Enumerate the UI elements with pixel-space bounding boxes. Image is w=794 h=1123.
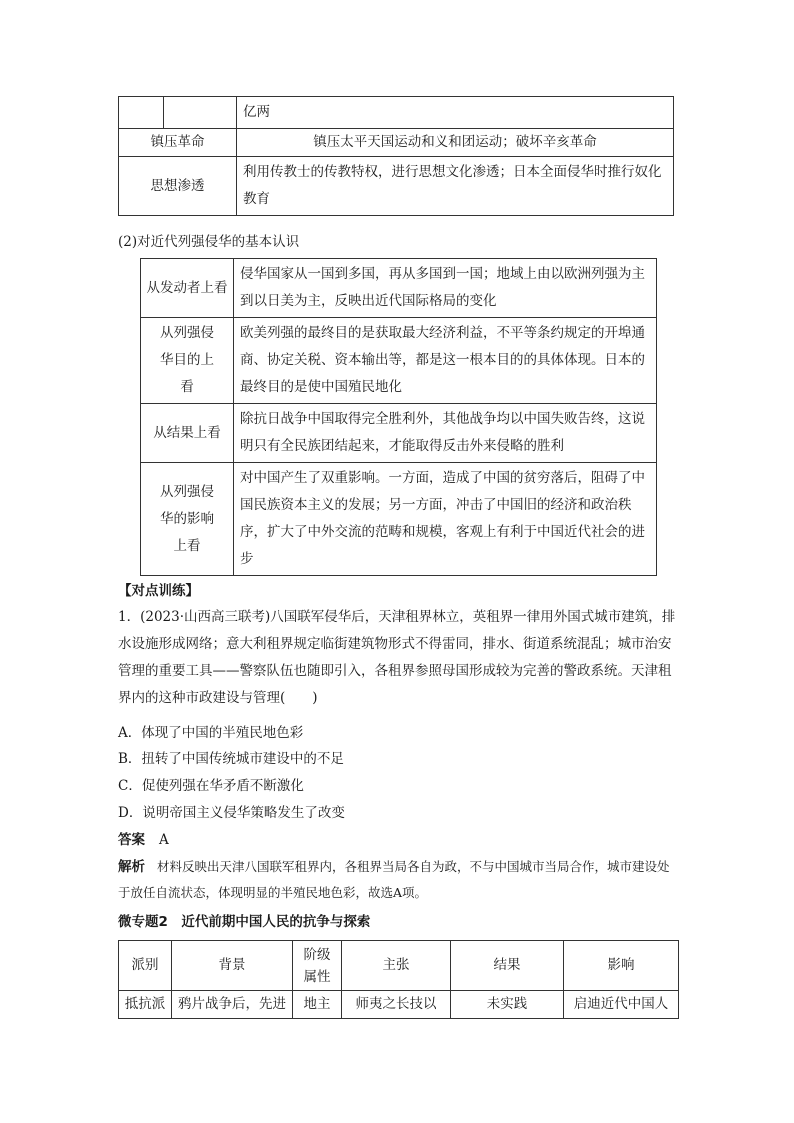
table-cell-empty: [164, 97, 237, 129]
analysis-block: [118, 854, 678, 906]
table-cell: 镇压太平天国运动和义和团运动；破坏辛亥革命: [237, 129, 674, 157]
recognition-table: [140, 258, 657, 576]
section-title: (2)对近代列强侵华的基本认识: [118, 234, 300, 250]
table-row: [119, 991, 679, 1019]
table-cell: 启迪近代中国人: [564, 991, 679, 1019]
analysis-label: 解析: [118, 859, 145, 875]
table-cell: 鸦片战争后，先进: [172, 991, 293, 1019]
table-cell: 师夷之长技以: [342, 991, 451, 1019]
table-row: [119, 97, 674, 129]
column-header: 结果: [451, 941, 564, 991]
table-cell: 对中国产生了双重影响。一方面，造成了中国的贫穷落后，阻碍了中国民族资本主义的发展；另一方面，冲击了中国旧的经济和政治秩序，扩大了中外交流的范畴和规模，客观上有利于中国近代社会的进步: [234, 463, 657, 576]
table-row: [141, 404, 657, 463]
answer-line: [118, 827, 169, 854]
table-cell: 亿两: [237, 97, 674, 129]
table-cell: 利用传教士的传教特权，进行思想文化渗透；日本全面侵华时推行奴化教育: [237, 157, 674, 216]
option-c: C．促使列强在华矛盾不断激化: [118, 778, 304, 794]
column-header: 主张: [342, 941, 451, 991]
table-row-label: 从结果上看: [141, 404, 234, 463]
table-row: [141, 318, 657, 404]
answer-label: 答案: [118, 832, 145, 848]
option-b: B．扭转了中国传统城市建设中的不足: [118, 751, 344, 767]
question-text: 1．(2023·山西高三联考)八国联军侵华后，天津租界林立，英租界一律用外国式城市建筑，排水设施形成网络；意大利租界规定临街建筑物形式不得雷同，排水、街道系统混乱；城市治安管理的重要工具——警察队伍也随即引入，各租界参照母国形成较为完善的警政系统。天津租界内的这种市政建设与管理( ): [118, 609, 676, 706]
table-header-row: [119, 941, 679, 991]
topic-title: 微专题2 近代前期中国人民的抗争与探索: [118, 914, 371, 930]
table-cell-empty: [119, 97, 164, 129]
table-row: [119, 157, 674, 216]
table-cell: 地主: [293, 991, 342, 1019]
table-cell: 除抗日战争中国取得完全胜利外，其他战争均以中国失败告终，这说明只有全民族团结起来，才能取得反击外来侵略的胜利: [234, 404, 657, 463]
table-cell: 抵抗派: [119, 991, 172, 1019]
table-row-label: 镇压革命: [119, 129, 237, 157]
option-a: A．体现了中国的半殖民地色彩: [118, 725, 304, 741]
table-continuation: [118, 96, 674, 216]
table-row-label: 思想渗透: [119, 157, 237, 216]
column-header: 影响: [564, 941, 679, 991]
table-row-label: 从列强侵华的影响上看: [141, 463, 234, 576]
practice-header: 【对点训练】: [118, 583, 199, 599]
analysis-text: 材料反映出天津八国联军租界内，各租界当局各自为政，不与中国城市当局合作，城市建设处于放任自流状态，体现明显的半殖民地色彩，故选A项。: [118, 859, 670, 900]
column-header: 背景: [172, 941, 293, 991]
column-header: 派别: [119, 941, 172, 991]
table-cell: 欧美列强的最终目的是获取最大经济利益，不平等条约规定的开埠通商、协定关税、资本输出等，都是这一根本目的的具体体现。日本的最终目的是使中国殖民地化: [234, 318, 657, 404]
table-row: [141, 259, 657, 318]
table-row: [141, 463, 657, 576]
table-row: [119, 129, 674, 157]
table-row-label: 从列强侵华目的上看: [141, 318, 234, 404]
column-header: 阶级属性: [293, 941, 342, 991]
answer-value: A: [159, 832, 169, 848]
table-cell: 未实践: [451, 991, 564, 1019]
option-d: D．说明帝国主义侵华策略发生了改变: [118, 805, 345, 821]
struggle-table: [118, 940, 679, 1019]
table-cell: 侵华国家从一国到多国，再从多国到一国；地域上由以欧洲列强为主到以日美为主，反映出近代国际格局的变化: [234, 259, 657, 318]
table-row-label: 从发动者上看: [141, 259, 234, 318]
